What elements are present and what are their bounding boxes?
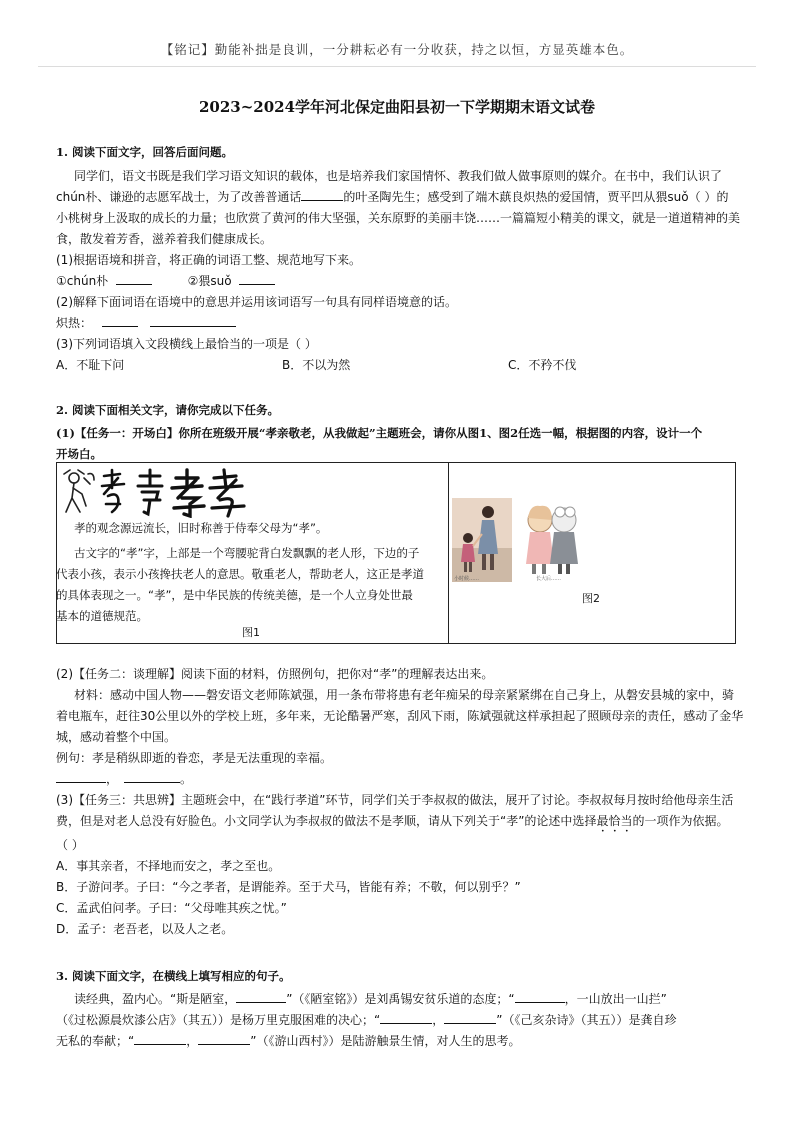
page-title: 2023~2024学年河北保定曲阳县初一下学期期末语文试卷 bbox=[198, 98, 596, 116]
answer-blank[interactable] bbox=[56, 770, 106, 783]
q1-answer-line bbox=[56, 313, 746, 334]
q3-text: ”（《游山西村》）是陆游触景生情，对人生的思考。 bbox=[250, 1034, 521, 1048]
fig2-label-left: 小时候…… bbox=[454, 576, 480, 582]
q3-text: 读经典，盈内心。“斯是陋室， bbox=[74, 992, 237, 1006]
header-divider bbox=[38, 66, 756, 67]
task-2-prompt: (2)【任务二：谈理解】阅读下面的材料，仿照例句，把你对“孝”的理解表达出来。 bbox=[56, 667, 494, 681]
motto-banner: 【铭记】勤能补拙是良训，一分耕耘必有一分收获，持之以恒，方显英雄本色。 bbox=[160, 42, 634, 57]
figure-divider bbox=[448, 462, 449, 644]
q1-options bbox=[56, 355, 746, 376]
answer-blank[interactable] bbox=[150, 314, 236, 327]
figure-2-right-panel bbox=[520, 498, 584, 582]
option-a[interactable]: A．不耻下问 bbox=[56, 358, 125, 372]
question-2 bbox=[56, 400, 746, 465]
q1-passage-line bbox=[56, 187, 746, 208]
q1-passage-text: chún朴、谦逊的志愿军战士，为了改善普通话 bbox=[56, 190, 302, 204]
question-1-heading: 1. 阅读下面文字，回答后面问题。 bbox=[56, 145, 234, 159]
task-3-prompt bbox=[56, 811, 746, 835]
fig1-paragraph: 的具体表现之一。“孝”，是中华民族的传统美德，是一个人立身处世最 bbox=[56, 588, 413, 602]
question-2-tasks bbox=[56, 664, 746, 940]
fig1-paragraph: 基本的道德规范。 bbox=[56, 609, 148, 623]
figure-1-caption: 图1 bbox=[242, 626, 260, 639]
q3-text: ”（《己亥杂诗》（其五））是龚自珍 bbox=[496, 1013, 677, 1027]
fill-blank[interactable] bbox=[380, 1011, 432, 1024]
answer-label: ①chún朴 bbox=[56, 274, 109, 288]
q1-subquestion-3: (3)下列词语填入文段横线上最恰当的一项是（ ） bbox=[56, 337, 317, 351]
answer-paren[interactable]: （ ） bbox=[56, 838, 84, 852]
q1-answer-line bbox=[56, 271, 746, 292]
q1-passage-line: 食，散发着芳香，滋养着我们健康成长。 bbox=[56, 232, 273, 246]
answer-blank[interactable] bbox=[124, 770, 180, 783]
q1-passage-line: 同学们，语文书既是我们学习语文知识的载体，也是培养我们家国情怀、教我们做人做事原则的媒介。在书中，我们认识了 bbox=[74, 169, 723, 183]
fill-blank[interactable] bbox=[301, 188, 343, 201]
figure-1-text bbox=[56, 518, 444, 627]
q1-subquestion-2: (2)解释下面词语在语境中的意思并运用该词语写一句具有同样语境意的话。 bbox=[56, 295, 458, 309]
fig1-paragraph: 代表小孩，表示小孩搀扶老人的意思。敬重老人，帮助老人，这正是孝道 bbox=[56, 567, 424, 581]
fill-blank[interactable] bbox=[236, 990, 286, 1003]
task-3-text: 费，但是对老人总没有好脸色。小文同学认为李叔叔的做法不是孝顺，请从下列关于“孝”的论述中选择 bbox=[56, 814, 597, 828]
option-b[interactable]: B．不以为然 bbox=[282, 358, 351, 372]
q3-text: ， bbox=[186, 1034, 199, 1048]
task-2-answer-line bbox=[56, 769, 746, 790]
calligraphy-strip bbox=[60, 466, 250, 518]
question-1 bbox=[56, 142, 746, 376]
answer-label: ②猥suǒ bbox=[187, 274, 232, 288]
q3-text: （《过松源晨炊漆公店》（其五））是杨万里克服困难的决心；“ bbox=[56, 1013, 381, 1027]
fill-blank[interactable] bbox=[444, 1011, 496, 1024]
question-2-heading: 2. 阅读下面相关文字，请你完成以下任务。 bbox=[56, 403, 280, 417]
q3-line bbox=[56, 989, 746, 1010]
task-1-prompt: (1)【任务一：开场白】你所在班级开展“孝亲敬老，从我做起”主题班会，请你从图1、图2任选一幅，根据图的内容，设计一个 bbox=[56, 426, 703, 440]
option-a[interactable]: A．事其亲者，不择地而安之，孝之至也。 bbox=[56, 859, 281, 873]
q3-text: 无私的奉献；“ bbox=[56, 1034, 135, 1048]
task-3-text: 的一项作为依据。 bbox=[632, 814, 729, 828]
task-2-example: 例句：孝是稍纵即逝的眷恋，孝是无法重现的幸福。 bbox=[56, 751, 333, 765]
task-1-prompt: 开场白。 bbox=[56, 447, 102, 461]
q3-text: ，一山放出一山拦” bbox=[564, 992, 667, 1006]
task-2-material: 材料：感动中国人物——磐安语文老师陈斌强，用一条布带将患有老年痴呆的母亲紧紧绑在自己身上，从磐安县城的家中，骑 bbox=[74, 688, 735, 702]
option-c[interactable]: C．不矜不伐 bbox=[508, 358, 577, 372]
figure-2-caption: 图2 bbox=[582, 592, 600, 605]
question-3 bbox=[56, 966, 746, 1052]
fill-blank[interactable] bbox=[198, 1032, 250, 1045]
figure-2-left-panel bbox=[452, 498, 512, 582]
fig1-paragraph: 古文字的“孝”字，上部是一个弯腰驼背白发飘飘的老人形，下边的子 bbox=[74, 546, 420, 560]
fig1-paragraph: 孝的观念源远流长，旧时称善于侍奉父母为“孝”。 bbox=[74, 521, 328, 535]
mother-child-illustration-icon bbox=[452, 498, 512, 582]
option-b[interactable]: B．子游问孝。子曰：“今之孝者，是谓能养。至于犬马，皆能有养；不敬，何以别乎？” bbox=[56, 880, 521, 894]
q1-subquestion-1: (1)根据语境和拼音，将正确的词语工整、规范地写下来。 bbox=[56, 253, 362, 267]
q1-passage-line: 小桃树身上汲取的成长的力量；也欣赏了黄河的伟大坚强，关东原野的美丽丰饶……一篇篇短小精美的课文，就是一道道精神的美 bbox=[56, 211, 741, 225]
fig2-label-right: 长大后…… bbox=[536, 576, 562, 582]
punctuation: ， bbox=[106, 772, 119, 786]
q1-passage-text: 的叶圣陶先生；感受到了端木蕻良炽热的爱国情，贾平凹从猥suǒ（ ）的 bbox=[343, 190, 729, 204]
q3-text: ”（《陋室铭》）是刘禹锡安贫乐道的态度；“ bbox=[286, 992, 515, 1006]
q3-line bbox=[56, 1031, 746, 1052]
q3-text: ， bbox=[432, 1013, 445, 1027]
answer-label: 炽热： bbox=[56, 316, 93, 330]
answer-blank[interactable] bbox=[116, 272, 152, 285]
q3-line bbox=[56, 1010, 746, 1031]
task-2-material: 着电瓶车，赶往30公里以外的学校上班，多年来，无论酷暑严寒，刮风下雨，陈斌强就这样承担起了照顾母亲的责任，感动了金华 bbox=[56, 709, 744, 723]
punctuation: 。 bbox=[180, 772, 193, 786]
fill-blank[interactable] bbox=[134, 1032, 186, 1045]
task-2-material: 城，感动着整个中国。 bbox=[56, 730, 177, 744]
option-d[interactable]: D．孟子：老吾老，以及人之老。 bbox=[56, 922, 234, 936]
option-c[interactable]: C．孟武伯问孝。子曰：“父母唯其疾之忧。” bbox=[56, 901, 287, 915]
answer-blank[interactable] bbox=[239, 272, 275, 285]
task-3-prompt: (3)【任务三：共思辨】主题班会中，在“践行孝道”环节，同学们关于李叔叔的做法，展开了讨论。李叔叔每月按时给他母亲生活 bbox=[56, 793, 734, 807]
fill-blank[interactable] bbox=[515, 990, 565, 1003]
question-3-heading: 3. 阅读下面文字，在横线上填写相应的句子。 bbox=[56, 969, 291, 983]
task-3-emphasis: 最恰当 bbox=[596, 814, 633, 828]
daughter-elder-illustration-icon bbox=[520, 498, 584, 582]
ancient-xiao-glyph-icon bbox=[60, 466, 250, 518]
answer-blank[interactable] bbox=[102, 314, 138, 327]
